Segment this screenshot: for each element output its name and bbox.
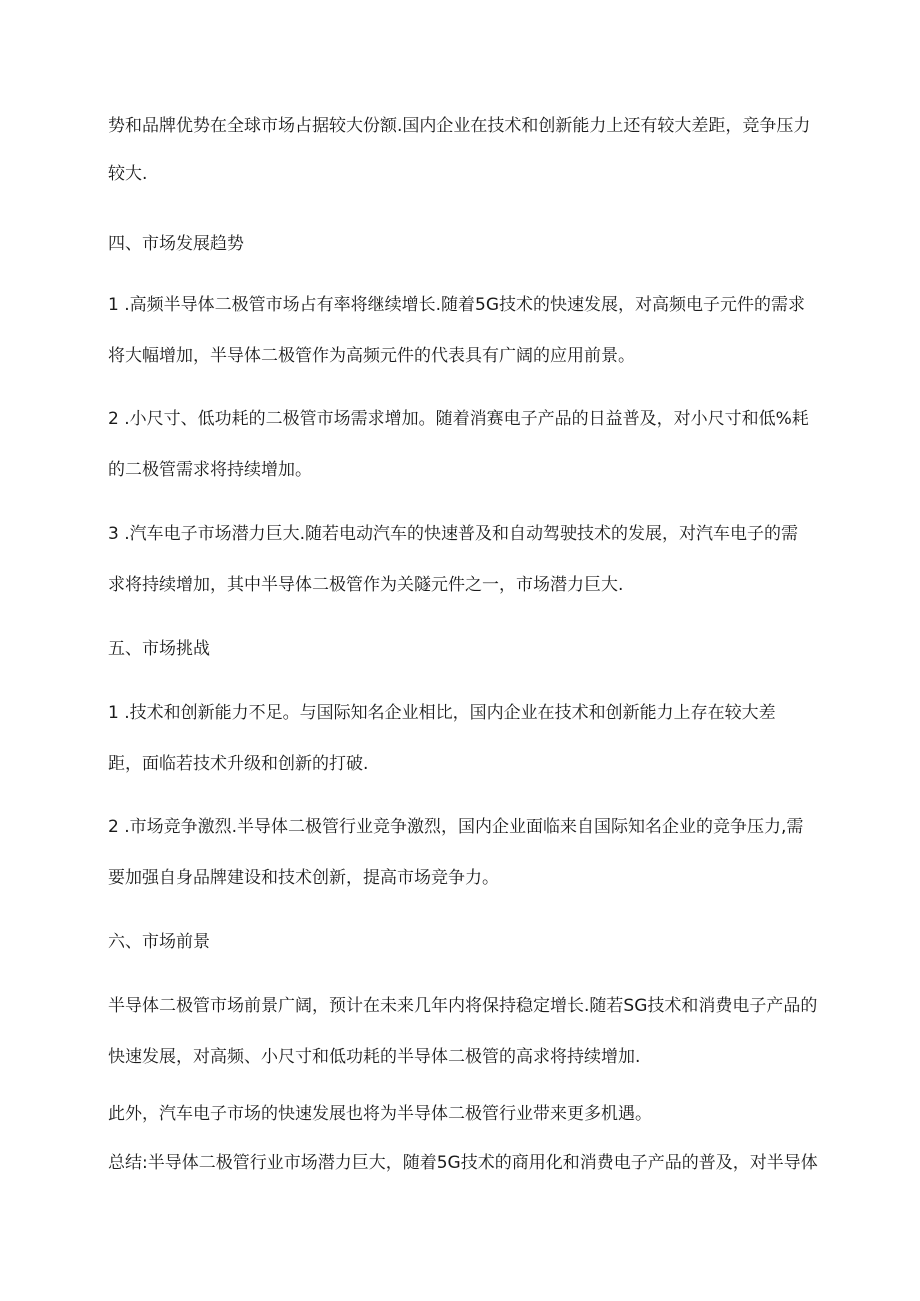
paragraph-line: 势和品牌优势在全球市场占据较大份额.国内企业在技术和创新能力上还有较大差距，竞争压力 [108, 116, 811, 136]
list-item-line: 要加强自身品牌建设和技术创新，提高市场竞争力。 [108, 868, 499, 888]
list-item-line: 2 .小尺寸、低功耗的二极管市场需求增加。随着消赛电子产品的日益普及，对小尺寸和低%耗 [108, 409, 809, 429]
list-item-line: 1 .高频半导体二极管市场占有率将继续增长.随着5G技术的快速发展，对高频电子元件的需求 [108, 295, 806, 315]
section-heading: 四、市场发展趋势 [108, 234, 244, 254]
list-item-line: 距，面临若技术升级和创新的打破. [108, 754, 369, 774]
section-heading: 五、市场挑战 [108, 639, 210, 659]
paragraph-line: 总结:半导体二极管行业市场潜力巨大，随着5G技术的商用化和消费电子产品的普及，对半导体 [108, 1153, 818, 1173]
list-item-line: 求将持续增加，其中半导体二极管作为关隧元件之一，市场潜力巨大. [108, 575, 624, 595]
list-item-line: 2 .市场竞争激烈.半导体二极管行业竞争激烈，国内企业面临来自国际知名企业的竞争压力,需 [108, 817, 804, 837]
list-item-line: 1 .技术和创新能力不足。与国际知名企业相比，国内企业在技术和创新能力上存在较大差 [108, 703, 776, 723]
section-heading: 六、市场前景 [108, 932, 210, 952]
list-item-line: 3 .汽车电子市场潜力巨大.随若电动汽车的快速普及和自动驾驶技术的发展，对汽车电子的需 [108, 524, 799, 544]
paragraph-line: 较大. [108, 164, 148, 184]
paragraph-line: 此外，汽车电子市场的快速发展也将为半导体二极管行业带来更多机遇。 [108, 1104, 652, 1124]
list-item-line: 将大幅增加，半导体二极管作为高频元件的代表具有广阔的应用前景。 [108, 346, 635, 366]
paragraph-line: 半导体二极管市场前景广阔，预计在未来几年内将保持稳定增长.随若SG技术和消费电子产品的 [108, 996, 818, 1016]
list-item-line: 的二极管需求将持续增加。 [108, 460, 312, 480]
paragraph-line: 快速发展，对高频、小尺寸和低功耗的半导体二极管的高求将持续增加. [108, 1047, 641, 1067]
